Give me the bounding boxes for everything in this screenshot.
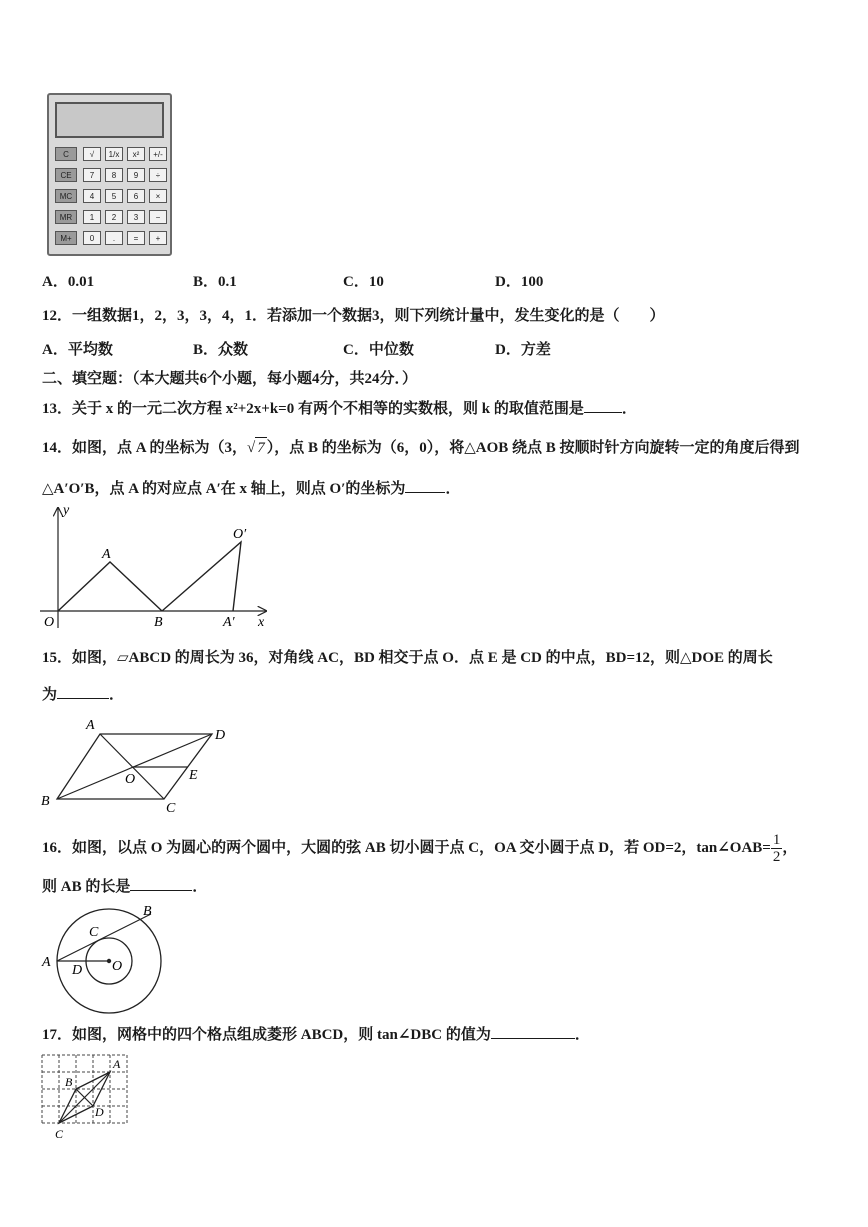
q15-label-o: O — [125, 772, 136, 787]
calculator-key: . — [105, 231, 123, 245]
q16-frac-num: 1 — [772, 832, 781, 848]
calculator-image — [47, 93, 172, 256]
q16-figure — [36, 898, 176, 1018]
q14-question-line1: 14．如图，点 A 的坐标为（3，√ 7 ），点 B 的坐标为（6，0），将△AOB 绕点 B 按顺时针方向旋转一定的角度后得到 — [42, 437, 800, 458]
q11-option-a: A．0.01 — [42, 274, 95, 290]
calculator-key: 7 — [83, 168, 101, 182]
q17-answer-blank[interactable] — [491, 1024, 575, 1039]
q13-text: 13．关于 x 的一元二次方程 x²+2x+k=0 有两个不相等的实数根，则 k 的取值范围是 — [42, 401, 584, 417]
q16-label-a: A — [42, 955, 51, 970]
calculator-key: × — [149, 189, 167, 203]
calculator-key: 1/x — [105, 147, 123, 161]
q17-label-b: B — [65, 1075, 73, 1089]
q14-end: ． — [445, 481, 461, 497]
chord-ab — [57, 914, 151, 961]
q16-end: ． — [192, 879, 208, 895]
q14-text-a: 14．如图，点 A 的坐标为（3， — [42, 440, 248, 456]
q13-end: ． — [621, 401, 637, 417]
q16-text-b: ， — [782, 839, 798, 856]
q15-answer-blank[interactable] — [57, 684, 109, 699]
q13-answer-blank[interactable] — [584, 398, 622, 413]
q15-end: ． — [109, 687, 125, 703]
q14-text-b: ），点 B 的坐标为（6，0），将△AOB 绕点 B 按顺时针方向旋转一定的角度后得到 — [266, 440, 800, 456]
triangle-aob — [58, 562, 162, 611]
q16-text-a: 16．如图，以点 O 为圆心的两个圆中，大圆的弦 AB 切小圆于点 C，OA 交小圆于点 D，若 OD=2，tan∠OAB= — [42, 839, 771, 856]
q17-text: 17．如图，网格中的四个格点组成菱形 ABCD，则 tan∠DBC 的值为 — [42, 1027, 491, 1043]
calculator-key: 5 — [105, 189, 123, 203]
calculator-key: 9 — [127, 168, 145, 182]
q16-question-line2 — [42, 876, 207, 897]
q14-label-o1: O′ — [233, 527, 247, 542]
calculator-key: − — [149, 210, 167, 224]
calculator-key: 1 — [83, 210, 101, 224]
q17-question — [42, 1024, 590, 1045]
q12-option-b: B．众数 — [193, 342, 249, 358]
calculator-key: 6 — [127, 189, 145, 203]
calculator-key: 4 — [83, 189, 101, 203]
q15-label-e: E — [189, 768, 198, 783]
calculator-key: 8 — [105, 168, 123, 182]
q14-label-x: x — [258, 615, 265, 630]
triangle-a1o1b — [162, 542, 241, 611]
q11-option-c: C．10 — [343, 274, 384, 290]
calculator-key: 2 — [105, 210, 123, 224]
calculator-key: C — [55, 147, 77, 161]
q12-option-c: C．中位数 — [343, 342, 414, 358]
q17-label-a: A — [113, 1057, 121, 1071]
q16-question-line1 — [42, 832, 797, 865]
q17-label-d: D — [95, 1105, 104, 1119]
q16-label-c: C — [89, 925, 99, 940]
q16-fraction — [771, 832, 783, 865]
section-heading: 二、填空题：（本大题共6个小题，每小题4分，共24分．） — [42, 371, 418, 387]
calculator-key: MC — [55, 189, 77, 203]
calculator-key: MR — [55, 210, 77, 224]
calculator-key: √ — [83, 147, 101, 161]
q12-option-d: D．方差 — [495, 342, 551, 358]
calculator-key: M+ — [55, 231, 77, 245]
q11-option-d: D．100 — [495, 274, 544, 290]
q12-option-a: A．平均数 — [42, 342, 113, 358]
q15-label-d: D — [215, 728, 226, 743]
center-point — [107, 959, 111, 963]
calculator-key: x² — [127, 147, 145, 161]
calculator-key: +/- — [149, 147, 167, 161]
q14-text-c: △A′O′B，点 A 的对应点 A′在 x 轴上，则点 O′的坐标为 — [42, 481, 406, 497]
calculator-key: CE — [55, 168, 77, 182]
q14-question-line2 — [42, 478, 460, 499]
q16-text-c: 则 AB 的长是 — [42, 879, 131, 895]
calculator-key: = — [127, 231, 145, 245]
q15-label-b: B — [41, 794, 50, 809]
calculator-key: 0 — [83, 231, 101, 245]
q17-figure — [36, 1050, 136, 1142]
calculator-key: 3 — [127, 210, 145, 224]
q16-frac-den: 2 — [772, 849, 781, 865]
q14-label-o: O — [44, 615, 55, 630]
q17-end: ． — [574, 1027, 590, 1043]
q13-question — [42, 398, 637, 419]
q16-answer-blank[interactable] — [130, 876, 192, 891]
q15-question-line2 — [42, 684, 124, 705]
q15-label-c: C — [166, 801, 176, 816]
q15-label-a: A — [86, 718, 95, 733]
q14-sqrt-value: 7 — [255, 437, 267, 458]
q15-text: 为 — [42, 687, 58, 703]
q15-question-line1: 15．如图，▱ABCD 的周长为 36，对角线 AC，BD 相交于点 O．点 E 是 CD 的中点，BD=12，则△DOE 的周长 — [42, 650, 773, 666]
q14-label-b: B — [154, 615, 163, 630]
q17-label-c: C — [55, 1127, 64, 1141]
q14-label-a1: A′ — [223, 615, 235, 630]
q16-label-o: O — [112, 959, 123, 974]
q14-answer-blank[interactable] — [405, 478, 445, 493]
calculator-key: ÷ — [149, 168, 167, 182]
q15-figure — [36, 712, 236, 816]
q14-label-a: A — [102, 547, 111, 562]
q12-question: 12．一组数据1，2，3，3，4，1．若添加一个数据3，则下列统计量中，发生变化的是（ ） — [42, 308, 665, 324]
calculator-key: + — [149, 231, 167, 245]
q16-label-d: D — [72, 963, 83, 978]
q11-option-b: B．0.1 — [193, 274, 237, 290]
q14-label-y: y — [63, 503, 70, 518]
calculator-screen — [55, 102, 164, 138]
q16-label-b: B — [143, 904, 152, 919]
q14-figure — [36, 500, 276, 635]
